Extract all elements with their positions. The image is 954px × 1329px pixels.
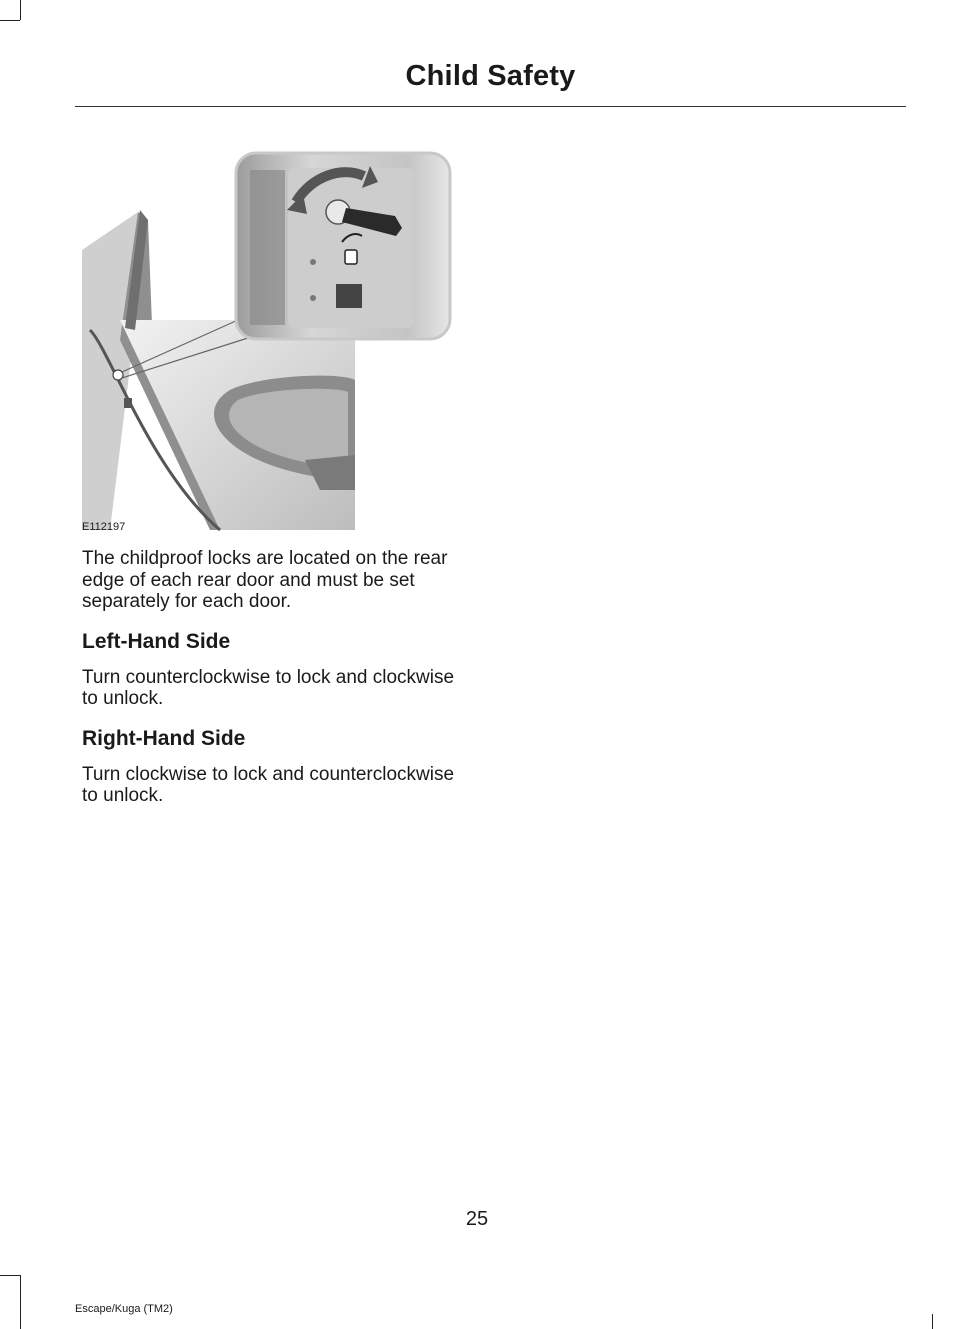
crop-mark <box>0 1275 20 1276</box>
door-latch-icon <box>124 398 132 408</box>
header-rule <box>75 106 906 107</box>
intro-paragraph: The childproof locks are located on the rear edge of each rear door and must be set separately for each door. <box>82 548 448 612</box>
latch-striker <box>336 284 362 308</box>
footer-model: Escape/Kuga (TM2) <box>75 1303 173 1315</box>
crop-mark <box>932 1314 933 1329</box>
section-heading-left: Left-Hand Side <box>82 629 231 653</box>
crop-mark <box>20 0 21 20</box>
inset-door-edge <box>250 170 285 325</box>
section-heading-right: Right-Hand Side <box>82 726 246 750</box>
child-lock-figure <box>80 150 455 535</box>
screw-icon <box>310 259 316 265</box>
crop-mark <box>0 20 20 21</box>
child-lock-symbol-icon <box>345 250 357 264</box>
page-number: 25 <box>465 1208 489 1230</box>
figure-id: E112197 <box>82 521 126 533</box>
crop-mark <box>20 1275 21 1329</box>
child-lock-location <box>113 370 123 380</box>
child-lock-door-illustration <box>80 150 455 535</box>
page-title: Child Safety <box>405 60 576 92</box>
section-text-left: Turn counterclockwise to lock and clockwise to unlock. <box>82 666 455 709</box>
screw-icon <box>310 295 316 301</box>
main-content <box>82 548 467 824</box>
section-text-right: Turn clockwise to lock and counterclockwise to unlock. <box>82 763 455 806</box>
